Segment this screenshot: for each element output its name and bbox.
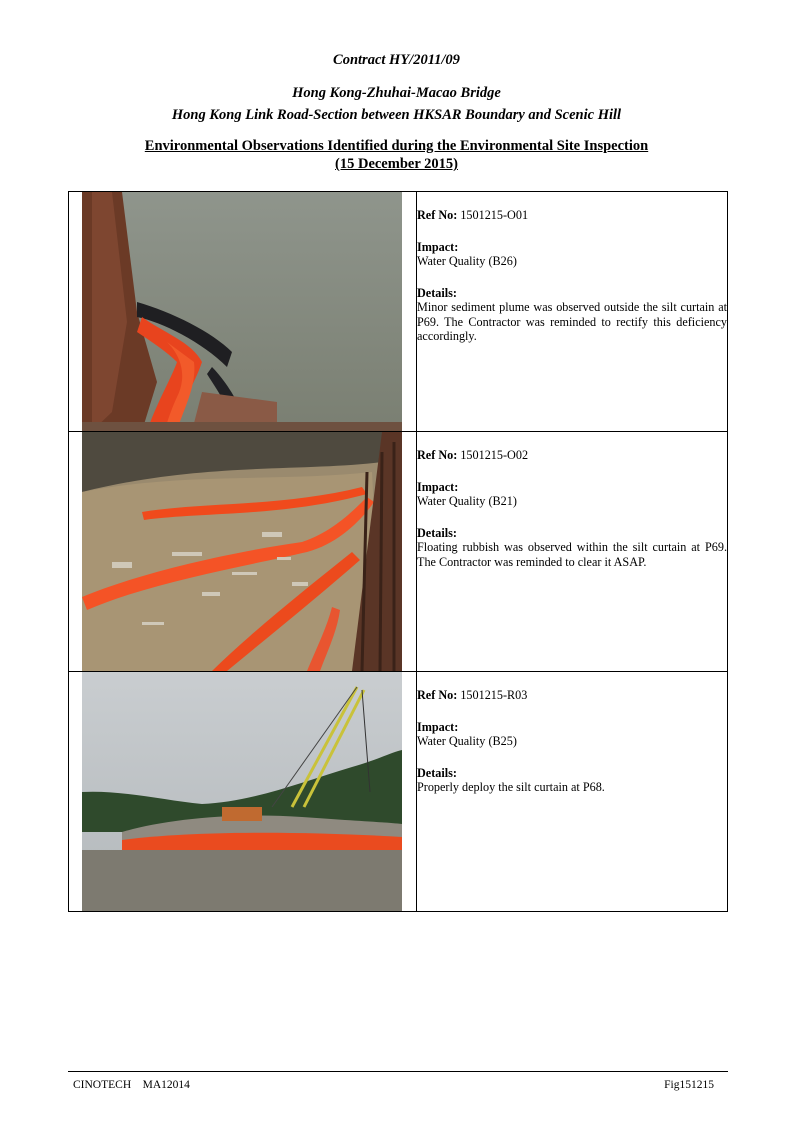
observation-row (69, 192, 728, 432)
ref-label: Ref No: (417, 208, 458, 222)
impact-value: Water Quality (B25) (417, 734, 517, 748)
details-text: Properly deploy the silt curtain at P68. (417, 780, 605, 794)
project-name: Hong Kong-Zhuhai-Macao Bridge (292, 85, 501, 101)
contract-number: Contract HY/2011/09 (333, 52, 460, 68)
ref-label: Ref No: (417, 448, 458, 462)
footer-company: CINOTECH MA12014 (73, 1079, 190, 1091)
page-title: Environmental Observations Identified during the Environmental Site Inspection (144, 138, 649, 154)
observation-details (417, 672, 728, 912)
impact-label: Impact: (417, 719, 459, 734)
project-section: Hong Kong Link Road-Section between HKSAR Boundary and Scenic Hill (171, 107, 622, 123)
details-label: Details: (417, 765, 457, 780)
observation-row (69, 672, 728, 912)
ref-number: 1501215-O02 (460, 448, 529, 462)
photo-cell (69, 192, 417, 432)
observation-details (417, 192, 728, 432)
observations-table (68, 191, 728, 912)
site-photo-sediment-plume (82, 192, 402, 431)
inspection-date: (15 December 2015) (335, 156, 458, 172)
footer-divider (68, 1071, 728, 1072)
details-label: Details: (417, 285, 457, 300)
details-label: Details: (417, 525, 457, 540)
footer-figure-number: Fig151215 (664, 1079, 714, 1091)
details-text: Floating rubbish was observed within the silt curtain at P69. The Contractor was reminded to clear it ASAP. (417, 540, 727, 569)
impact-label: Impact: (417, 479, 459, 494)
observation-details (417, 432, 728, 672)
ref-number: 1501215-O01 (460, 208, 529, 222)
ref-number: 1501215-R03 (460, 688, 528, 702)
impact-value: Water Quality (B21) (417, 494, 517, 508)
ref-label: Ref No: (417, 688, 458, 702)
site-photo-floating-rubbish (82, 432, 402, 671)
photo-cell (69, 672, 417, 912)
impact-value: Water Quality (B26) (417, 254, 517, 268)
details-text: Minor sediment plume was observed outside the silt curtain at P69. The Contractor was reminded to rectify this deficiency accordingly. (417, 300, 727, 343)
observation-row (69, 432, 728, 672)
photo-cell (69, 432, 417, 672)
impact-label: Impact: (417, 239, 459, 254)
site-photo-silt-curtain (82, 672, 402, 911)
